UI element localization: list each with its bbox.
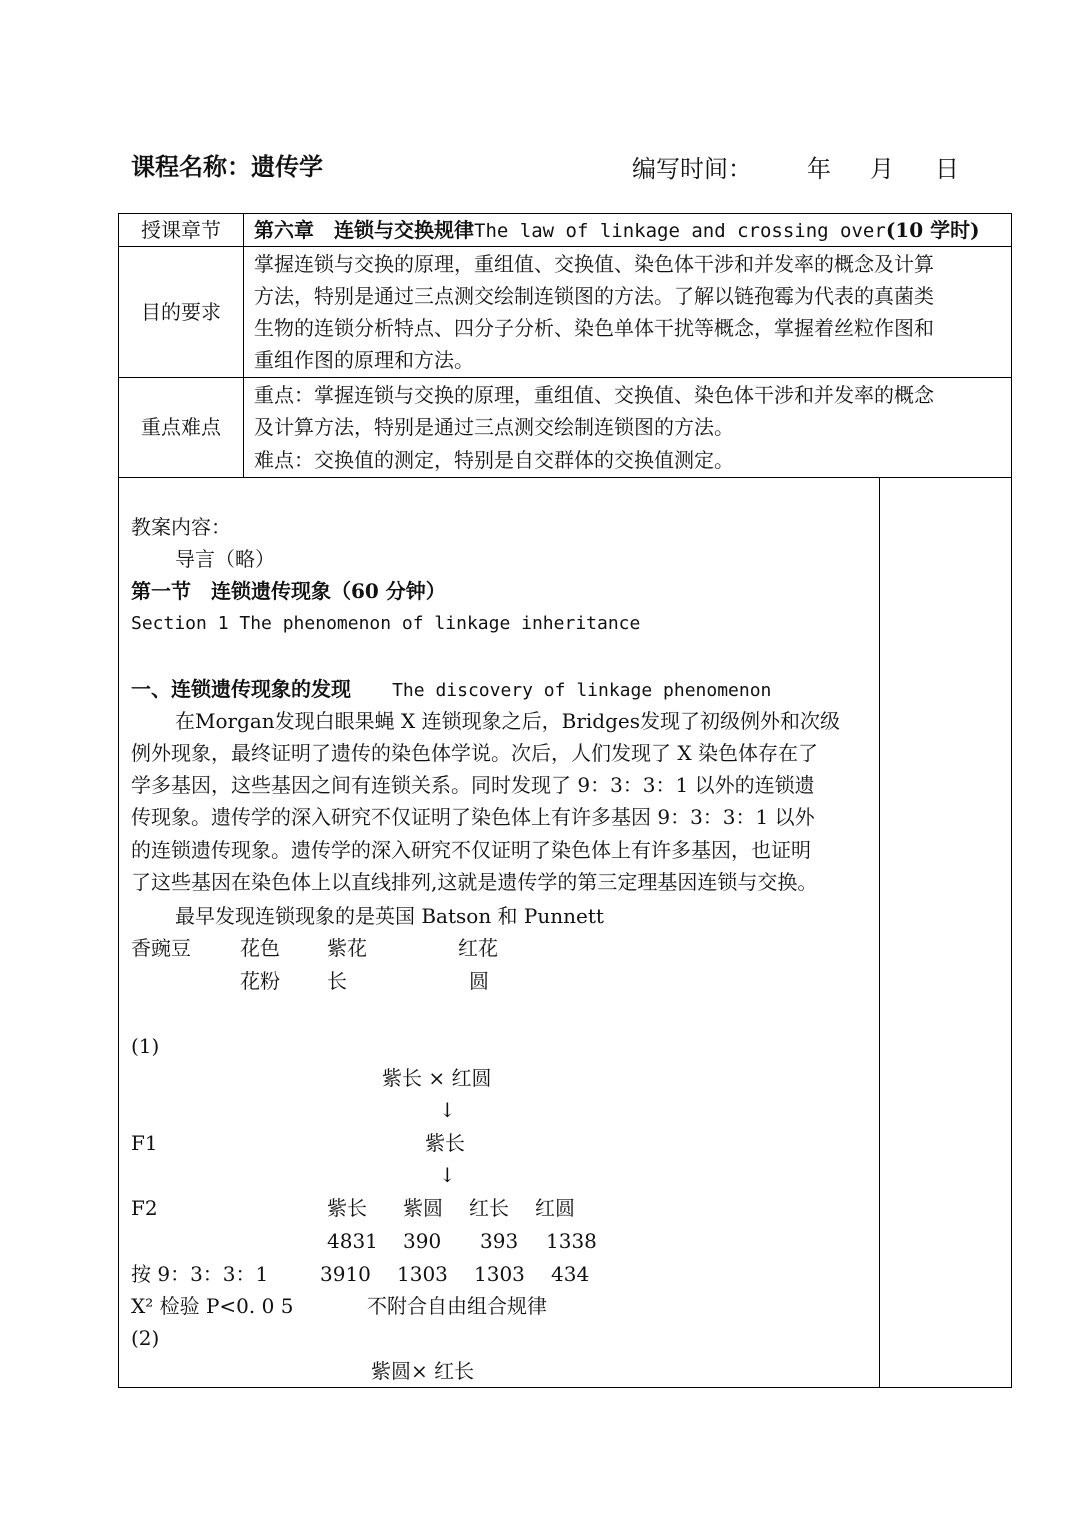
objectives-line-3: 生物的连锁分析特点、四分子分析、染色单体干扰等概念，掌握着丝粒作图和 <box>254 316 934 340</box>
row-label-keypoints: 重点难点 <box>141 415 221 439</box>
date-day: 日 <box>935 155 959 183</box>
section-title-zh: 第一节 连锁遗传现象（60 分钟） <box>131 579 446 603</box>
f2-phenotype: 红长 <box>469 1196 509 1220</box>
objectives-line-4: 重组作图的原理和方法。 <box>254 348 474 372</box>
pea-trait-2b: 圆 <box>469 969 489 993</box>
pea-trait-2a: 长 <box>327 969 347 993</box>
keypoints-line-2: 及计算方法，特别是通过三点测交绘制连锁图的方法。 <box>254 415 734 439</box>
exp2-cross: 紫圆× 红长 <box>371 1359 475 1383</box>
f2-expected: 1303 <box>474 1262 525 1286</box>
chi-square-label: X² 检验 P<0. 0 5 <box>131 1294 294 1318</box>
keypoints-line-3: 难点：交换值的测定，特别是自交群体的交换值测定。 <box>254 448 734 472</box>
f2-expected: 1303 <box>397 1262 448 1286</box>
exp1-label: (1) <box>131 1034 160 1058</box>
exp1-arrow-1: ↓ <box>439 1098 456 1122</box>
chapter-zh: 第六章 连锁与交换规律 <box>254 218 474 242</box>
section-title-en: Section 1 The phenomenon of linkage inheritance <box>131 613 641 634</box>
keypoints-line-1: 重点：掌握连锁与交换的原理，重组值、交换值、染色体干涉和并发率的概念 <box>254 383 934 407</box>
chapter-cell <box>254 216 980 246</box>
exp1-arrow-2: ↓ <box>439 1163 456 1187</box>
pea-trait-2: 花粉 <box>240 969 280 993</box>
date-label: 编写时间： <box>632 155 752 183</box>
row-label-chapter: 授课章节 <box>141 218 221 242</box>
f2-phenotype: 紫圆 <box>403 1196 443 1220</box>
objectives-line-1: 掌握连锁与交换的原理，重组值、交换值、染色体干涉和并发率的概念及计算 <box>254 252 934 276</box>
pea-trait-1a: 紫花 <box>327 936 367 960</box>
para-line-4: 传现象。遗传学的深入研究不仅证明了染色体上有许多基因 9：3：3：1 以外 <box>131 805 815 829</box>
row-label-objectives: 目的要求 <box>141 300 221 324</box>
exp1-f2-label: F2 <box>131 1196 158 1220</box>
para-line-2: 例外现象，最终证明了遗传的染色体学说。次后，人们发现了 X 染色体存在了 <box>131 741 818 765</box>
f2-observed: 1338 <box>546 1229 597 1253</box>
f2-observed: 390 <box>403 1229 442 1253</box>
content-intro: 导言（略） <box>175 547 275 571</box>
chapter-en: The law of linkage and crossing over <box>474 220 886 242</box>
subsection-1-en: The discovery of linkage phenomenon <box>392 680 772 701</box>
para-line-5: 的连锁遗传现象。遗传学的深入研究不仅证明了染色体上有许多基因，也证明 <box>131 838 811 862</box>
content-heading: 教案内容： <box>131 515 231 539</box>
exp1-f1-label: F1 <box>131 1131 158 1155</box>
f2-phenotype: 紫长 <box>327 1196 367 1220</box>
date-year: 年 <box>807 155 831 183</box>
subsection-1-zh: 一、连锁遗传现象的发现 <box>131 677 351 701</box>
para-line-3: 学多基因，这些基因之间有连锁关系。同时发现了 9：3：3：1 以外的连锁遗 <box>131 773 815 797</box>
chi-square-result: 不附合自由组合规律 <box>367 1294 547 1318</box>
para-line-1: 在Morgan发现白眼果蝇 X 连锁现象之后，Bridges发现了初级例外和次级 <box>175 709 840 733</box>
exp1-f1: 紫长 <box>425 1131 465 1155</box>
course-title: 课程名称：遗传学 <box>131 152 323 181</box>
earliest-discovery: 最早发现连锁现象的是英国 Batson 和 Punnett <box>175 904 604 928</box>
date-month: 月 <box>870 155 894 183</box>
f2-expected: 3910 <box>320 1262 371 1286</box>
expected-label: 按 9：3：3：1 <box>131 1262 269 1286</box>
exp2-label: (2) <box>131 1326 160 1350</box>
f2-phenotype: 红圆 <box>535 1196 575 1220</box>
pea-name: 香豌豆 <box>131 936 191 960</box>
pea-trait-1b: 红花 <box>458 936 498 960</box>
subsection-1 <box>131 673 771 707</box>
pea-trait-1: 花色 <box>240 936 280 960</box>
f2-observed: 4831 <box>327 1229 378 1253</box>
exp1-cross: 紫长 × 红圆 <box>382 1066 492 1090</box>
para-line-6: 了这些基因在染色体上以直线排列,这就是遗传学的第三定理基因连锁与交换。 <box>131 870 818 894</box>
f2-observed: 393 <box>480 1229 519 1253</box>
objectives-line-2: 方法，特别是通过三点测交绘制连锁图的方法。了解以链孢霉为代表的真菌类 <box>254 284 934 308</box>
f2-expected: 434 <box>551 1262 590 1286</box>
chapter-hours: (10 学时) <box>885 218 980 242</box>
